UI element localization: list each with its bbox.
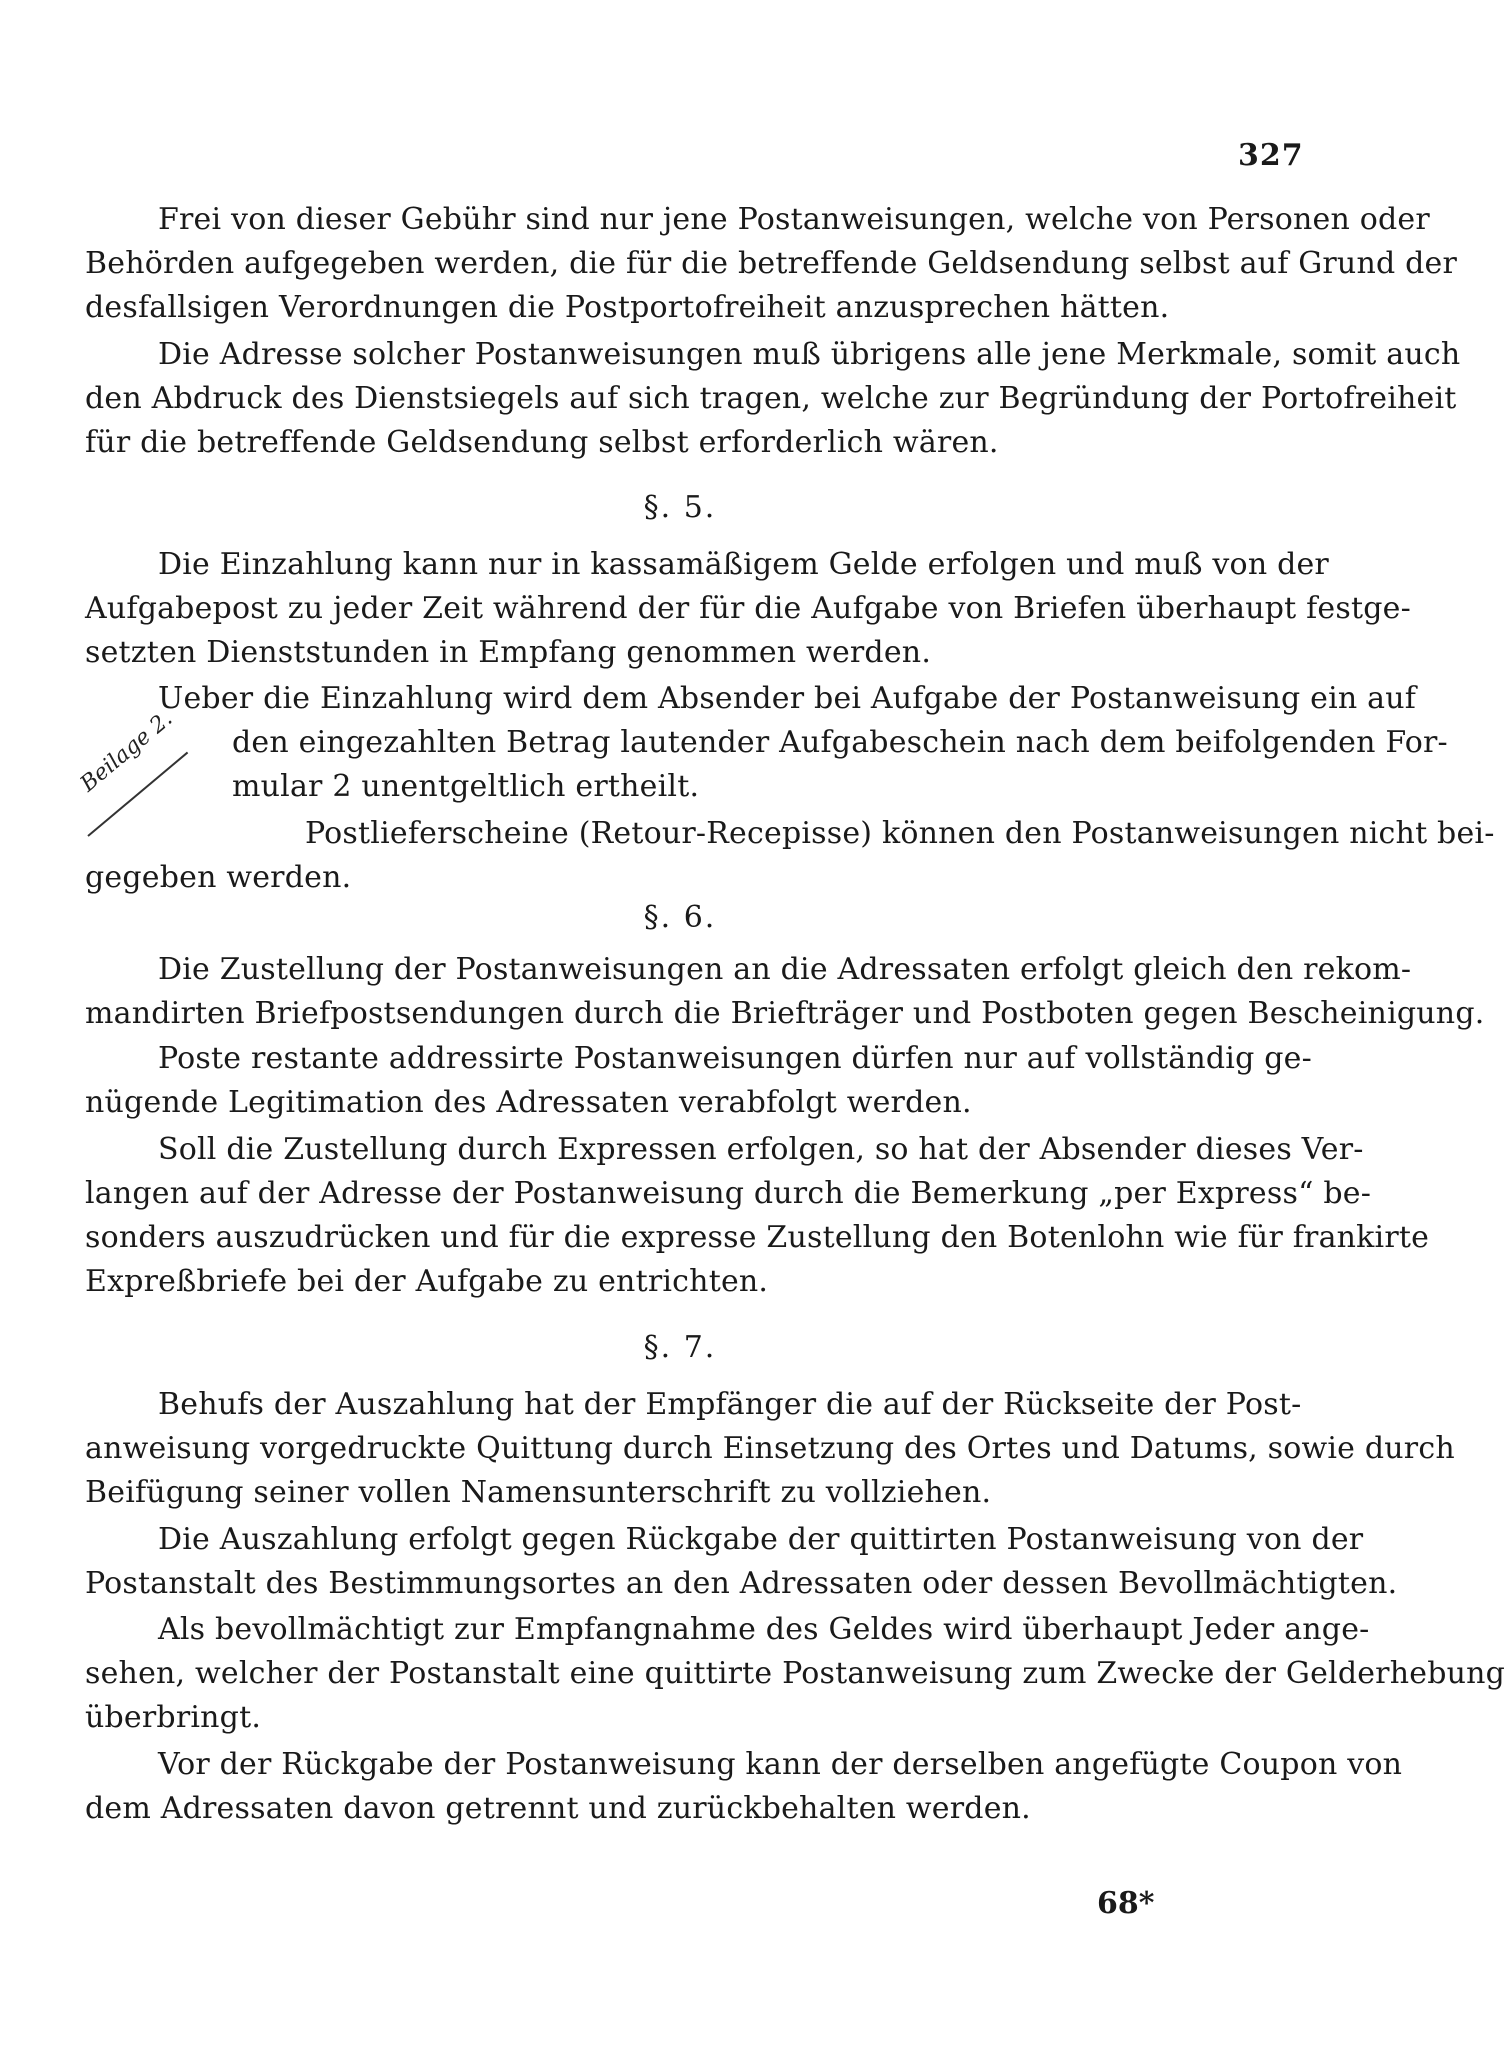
text-line: Expreßbriefe bei der Aufgabe zu entrichten. [85, 1264, 769, 1299]
text-line: Postanstalt des Bestimmungsortes an den Adressaten oder dessen Bevollmächtigten. [85, 1566, 1398, 1601]
text-line: für die betreffende Geldsendung selbst erforderlich wären. [85, 425, 999, 460]
text-line: Aufgabepost zu jeder Zeit während der für die Aufgabe von Briefen überhaupt festge- [85, 591, 1411, 626]
text-line: Die Zustellung der Postanweisungen an die Adressaten erfolgt gleich den rekom- [158, 952, 1412, 987]
page-number: 327 [1238, 138, 1304, 173]
text-line: Die Einzahlung kann nur in kassamäßigem Gelde erfolgen und muß von der [158, 547, 1329, 582]
section-heading-7: §. 7. [643, 1330, 717, 1365]
text-line: Als bevollmächtigt zur Empfangnahme des Geldes wird überhaupt Jeder ange- [158, 1612, 1370, 1647]
text-line: langen auf der Adresse der Postanweisung durch die Bemerkung „per Express“ be- [85, 1176, 1372, 1211]
signature-mark: 68* [1097, 1886, 1155, 1921]
text-line: Die Auszahlung erfolgt gegen Rückgabe der quittirten Postanweisung von der [158, 1522, 1364, 1557]
text-line: gegeben werden. [85, 860, 352, 895]
text-line: den Abdruck des Dienstsiegels auf sich tragen, welche zur Begründung der Portofreiheit [85, 381, 1457, 416]
text-line: überbringt. [85, 1700, 262, 1735]
text-line: Behörden aufgegeben werden, die für die betreffende Geldsendung selbst auf Grund der [85, 246, 1458, 281]
text-line: mandirten Briefpostsendungen durch die Briefträger und Postboten gegen Bescheinigung. [85, 996, 1485, 1031]
text-line: sonders auszudrücken und für die expresse Zustellung den Botenlohn wie für frankirte [85, 1220, 1430, 1255]
text-line: Vor der Rückgabe der Postanweisung kann der derselben angefügte Coupon von [158, 1747, 1403, 1782]
text-line: setzten Dienststunden in Empfang genommen werden. [85, 635, 932, 670]
text-line: den eingezahlten Betrag lautender Aufgabeschein nach dem beifolgenden For- [232, 725, 1448, 760]
text-line: Soll die Zustellung durch Expressen erfolgen, so hat der Absender dieses Ver- [158, 1132, 1364, 1167]
text-line: nügende Legitimation des Adressaten verabfolgt werden. [85, 1085, 972, 1120]
text-line: Postlieferscheine (Retour-Recepisse) können den Postanweisungen nicht bei- [305, 816, 1495, 851]
text-line: dem Adressaten davon getrennt und zurückbehalten werden. [85, 1791, 1031, 1826]
text-line: Frei von dieser Gebühr sind nur jene Postanweisungen, welche von Personen oder [158, 202, 1430, 237]
text-line: Die Adresse solcher Postanweisungen muß übrigens alle jene Merkmale, somit auch [158, 337, 1461, 372]
text-line: sehen, welcher der Postanstalt eine quittirte Postanweisung zum Zwecke der Gelderhebung [85, 1656, 1505, 1691]
text-line: Behufs der Auszahlung hat der Empfänger die auf der Rückseite der Post- [158, 1387, 1302, 1422]
text-line: desfallsigen Verordnungen die Postportofreiheit anzusprechen hätten. [85, 290, 1170, 325]
text-line: Ueber die Einzahlung wird dem Absender bei Aufgabe der Postanweisung ein auf [158, 681, 1417, 716]
text-line: anweisung vorgedruckte Quittung durch Einsetzung des Ortes und Datums, sowie durch [85, 1431, 1455, 1466]
section-heading-5: §. 5. [643, 490, 717, 525]
text-line: Beifügung seiner vollen Namensunterschrift zu vollziehen. [85, 1475, 992, 1510]
text-line: mular 2 unentgeltlich ertheilt. [232, 769, 700, 804]
text-line: Poste restante addressirte Postanweisungen dürfen nur auf vollständig ge- [158, 1041, 1312, 1076]
margin-note: Beilage 2. [75, 706, 178, 797]
section-heading-6: §. 6. [643, 900, 717, 935]
